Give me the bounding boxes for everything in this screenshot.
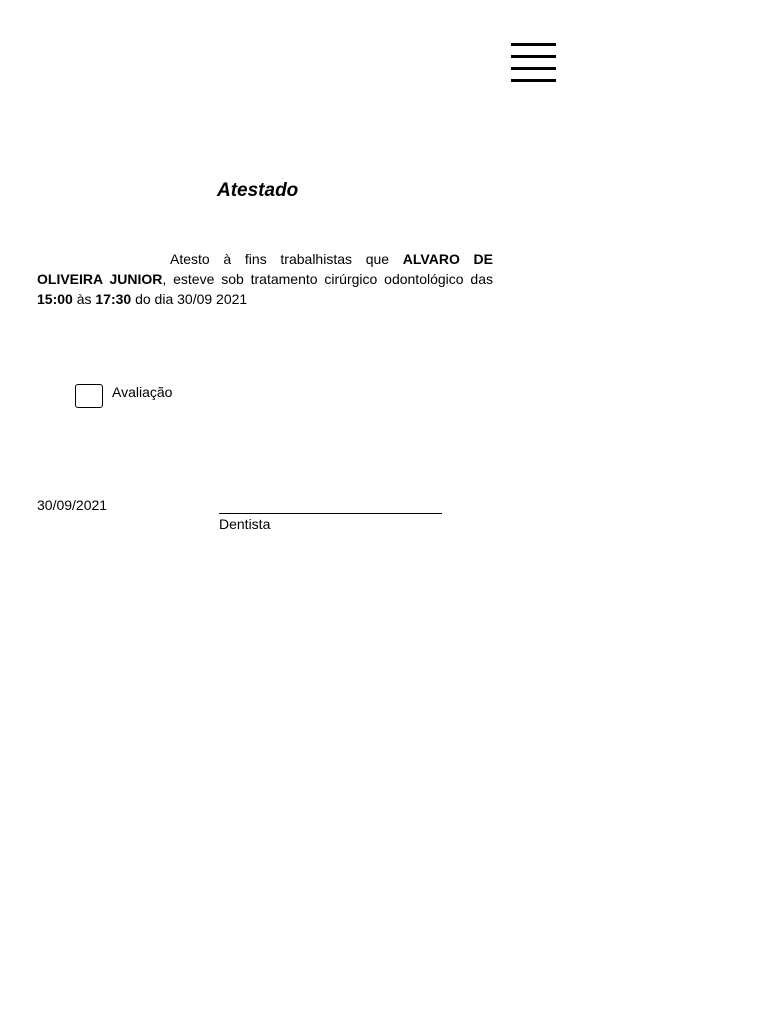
certificate-body <box>37 249 493 309</box>
start-time: 15:00 <box>37 291 73 307</box>
time-connector: às <box>76 291 92 307</box>
menu-icon-bar <box>511 43 556 46</box>
certificate-date-phrase: do dia 30/09 2021 <box>135 291 248 307</box>
patient-name: ALVARO DE OLIVEIRA JUNIOR <box>37 251 493 287</box>
certificate-intro: Atesto à fins trabalhistas que <box>170 251 390 267</box>
end-time: 17:30 <box>95 291 132 307</box>
signature-line <box>219 513 442 514</box>
evaluation-checkbox-label: Avaliação <box>112 384 173 400</box>
issue-date: 30/09/2021 <box>37 497 108 513</box>
certificate-middle: , esteve sob tratamento cirúrgico odontológico das <box>162 271 493 287</box>
signature-label: Dentista <box>219 516 271 532</box>
menu-icon-bar <box>511 79 556 82</box>
menu-icon-bar <box>511 67 556 70</box>
menu-icon[interactable] <box>511 43 556 83</box>
menu-icon-bar <box>511 55 556 58</box>
evaluation-checkbox[interactable] <box>75 384 103 408</box>
document-title: Atestado <box>217 180 299 201</box>
